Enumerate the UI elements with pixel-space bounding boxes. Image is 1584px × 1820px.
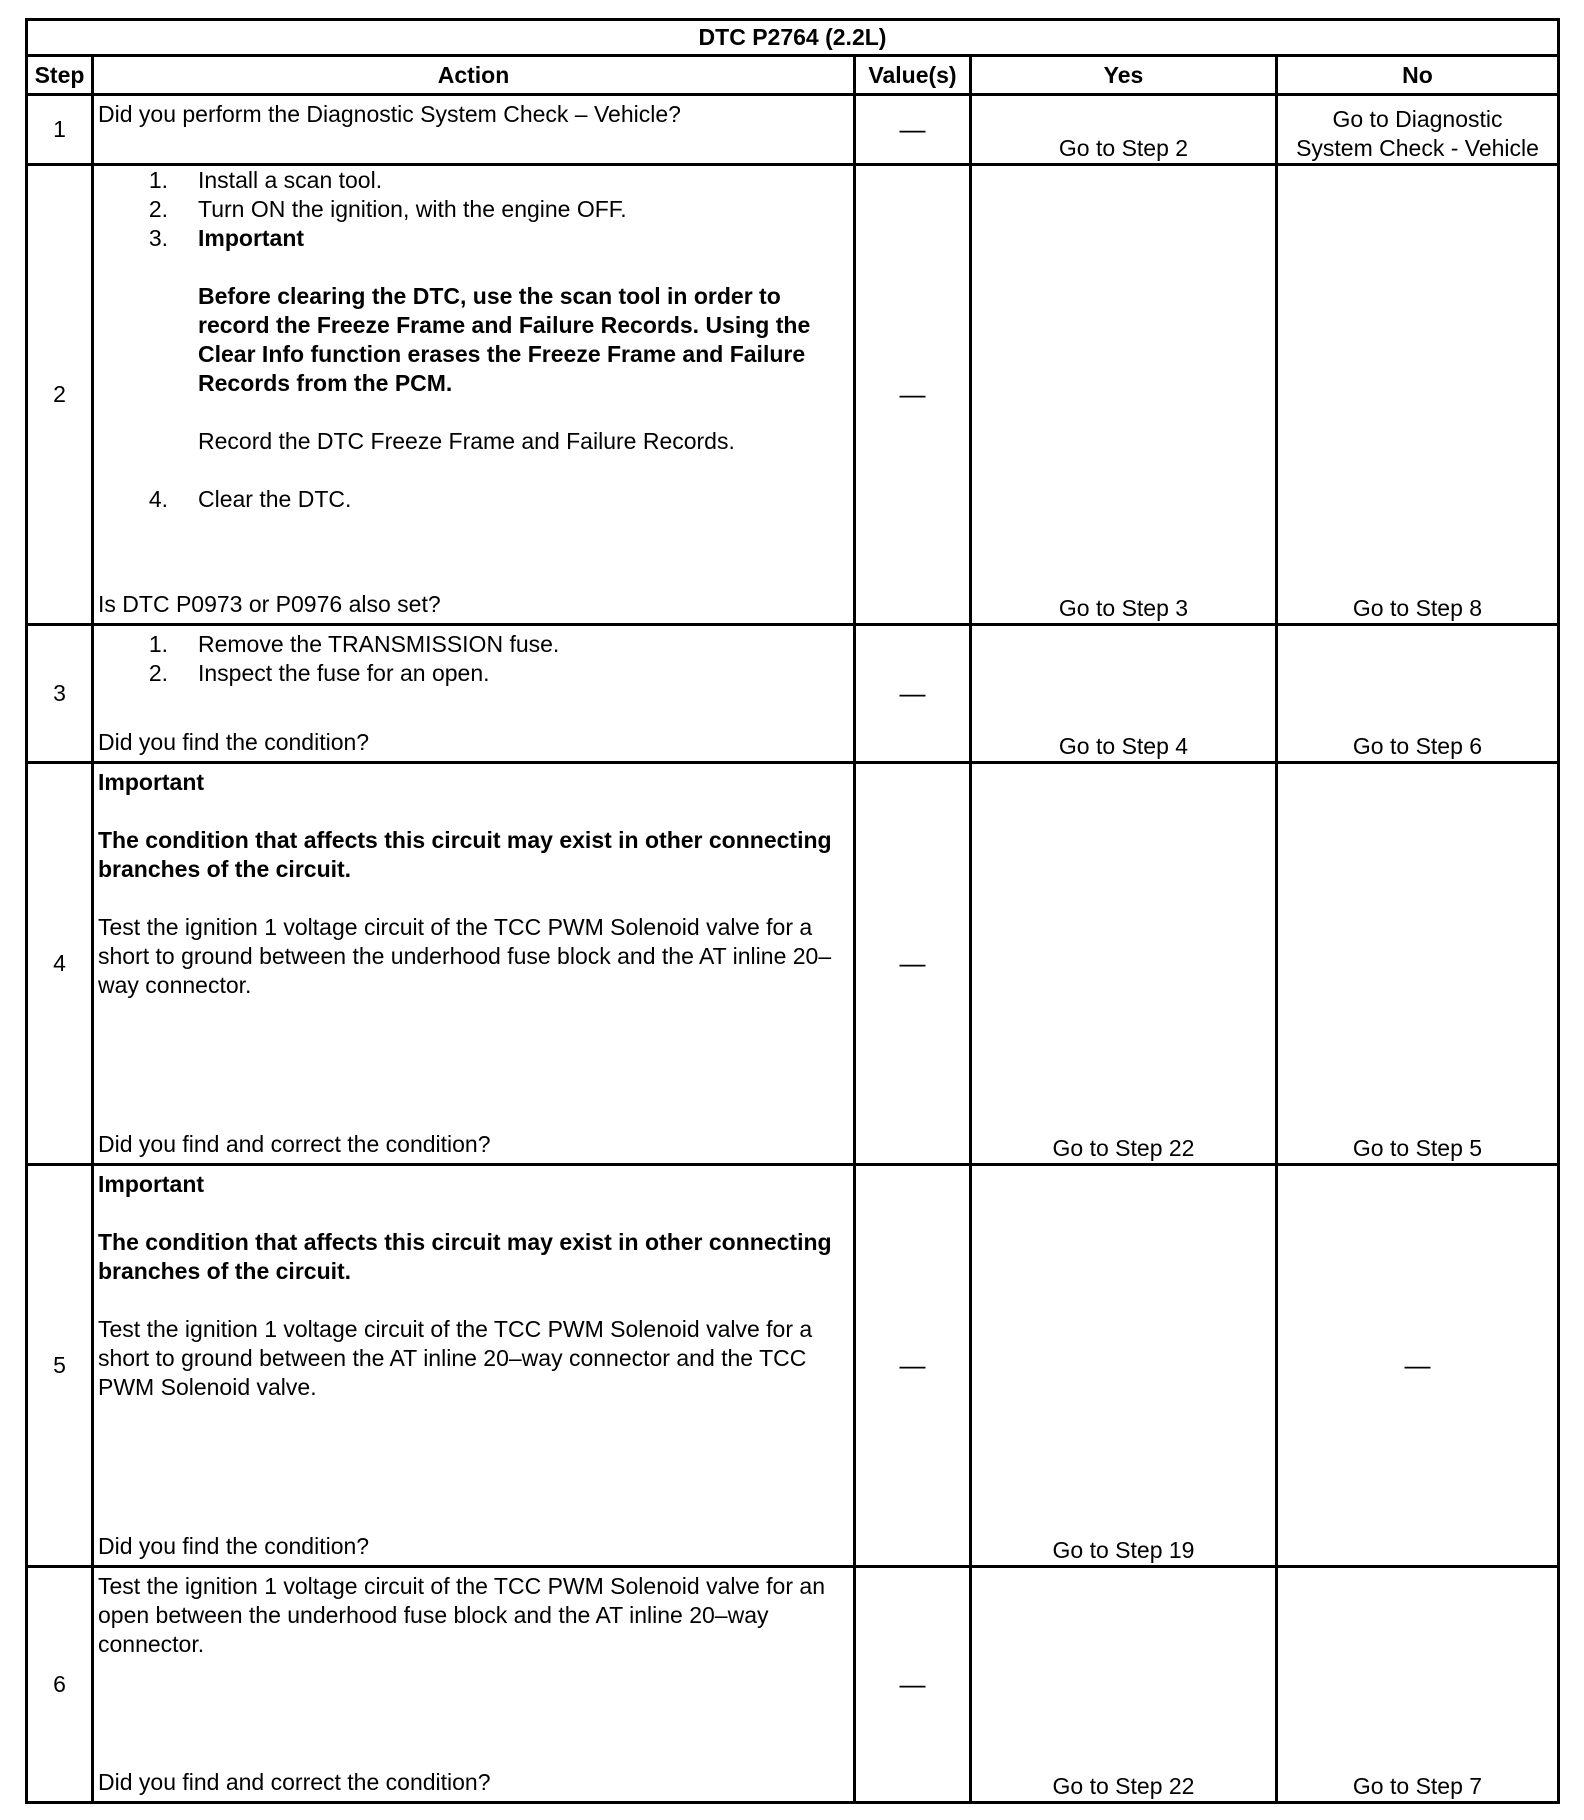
step-number: 5 (27, 1165, 93, 1567)
question: Did you find the condition? (98, 1533, 370, 1559)
important-note: The condition that affects this circuit may exist in other connecting branches of the circuit. (98, 1229, 832, 1284)
step-number: 3 (27, 625, 93, 763)
list-item: 2. Inspect the fuse for an open. (148, 660, 490, 686)
action-cell (93, 165, 855, 625)
header-step: Step (27, 56, 93, 95)
action-list (98, 166, 849, 514)
value-cell: — (855, 625, 971, 763)
action-cell (93, 95, 855, 165)
question: Did you find the condition? (98, 729, 370, 755)
no-cell: Go to Step 5 (1277, 763, 1559, 1165)
table-row (27, 763, 1559, 1165)
yes-cell: Go to Step 22 (971, 1567, 1277, 1803)
yes-cell: Go to Step 3 (971, 165, 1277, 625)
list-item: 3. Important (148, 225, 305, 251)
yes-cell: Go to Step 4 (971, 625, 1277, 763)
no-cell: Go to Step 6 (1277, 625, 1559, 763)
important-heading: Important (98, 769, 205, 795)
table-title: DTC P2764 (2.2L) (27, 20, 1559, 56)
important-heading: Important (98, 1171, 205, 1197)
yes-cell: Go to Step 19 (971, 1165, 1277, 1567)
instruction: Test the ignition 1 voltage circuit of the TCC PWM Solenoid valve for a short to ground between the underhood fuse block and the AT inline 20–way connector. (98, 914, 832, 998)
no-cell: — (1277, 1165, 1559, 1567)
important-note: The condition that affects this circuit may exist in other connecting branches of the circuit. (98, 827, 832, 882)
instruction: Test the ignition 1 voltage circuit of the TCC PWM Solenoid valve for an open between the underhood fuse block and the AT inline 20–way connector. (98, 1573, 825, 1657)
action-list (98, 630, 849, 688)
action-cell (93, 763, 855, 1165)
list-item: 2. Turn ON the ignition, with the engine OFF. (148, 196, 627, 222)
value-cell: — (855, 165, 971, 625)
important-note: Before clearing the DTC, use the scan tool in order to record the Freeze Frame and Failure Records. Using the Clear Info function erases the Freeze Frame and Failure Records from the PCM. (198, 283, 811, 396)
table-row (27, 95, 1559, 165)
table-row (27, 1165, 1559, 1567)
dtc-table (25, 18, 1560, 1804)
yes-cell: Go to Step 22 (971, 763, 1277, 1165)
list-item (98, 253, 849, 485)
header-values: Value(s) (855, 56, 971, 95)
list-item: 1. Install a scan tool. (148, 167, 383, 193)
question: Did you perform the Diagnostic System Check – Vehicle? (98, 101, 681, 127)
header-no: No (1277, 56, 1559, 95)
yes-cell: Go to Step 2 (971, 95, 1277, 165)
table-row (27, 625, 1559, 763)
question: Is DTC P0973 or P0976 also set? (98, 591, 441, 617)
list-item: 1. Remove the TRANSMISSION fuse. (148, 631, 560, 657)
table-row (27, 165, 1559, 625)
no-line: Go to Diagnostic (1332, 106, 1503, 132)
instruction: Record the DTC Freeze Frame and Failure Records. (198, 428, 735, 454)
step-number: 1 (27, 95, 93, 165)
table-row (27, 1567, 1559, 1803)
no-cell: Go to Step 7 (1277, 1567, 1559, 1803)
question: Did you find and correct the condition? (98, 1131, 491, 1157)
action-cell (93, 1165, 855, 1567)
no-cell (1277, 95, 1559, 165)
header-yes: Yes (971, 56, 1277, 95)
action-cell (93, 1567, 855, 1803)
instruction: Test the ignition 1 voltage circuit of the TCC PWM Solenoid valve for a short to ground between the AT inline 20–way connector and the TCC PWM Solenoid valve. (98, 1316, 813, 1400)
step-number: 2 (27, 165, 93, 625)
value-cell: — (855, 1165, 971, 1567)
header-row (27, 56, 1559, 95)
value-cell: — (855, 763, 971, 1165)
question: Did you find and correct the condition? (98, 1769, 491, 1795)
step-number: 4 (27, 763, 93, 1165)
header-action: Action (93, 56, 855, 95)
no-cell: Go to Step 8 (1277, 165, 1559, 625)
step-number: 6 (27, 1567, 93, 1803)
list-item: 4. Clear the DTC. (148, 486, 352, 512)
no-line: System Check - Vehicle (1296, 135, 1539, 161)
value-cell: — (855, 1567, 971, 1803)
value-cell: — (855, 95, 971, 165)
action-cell (93, 625, 855, 763)
